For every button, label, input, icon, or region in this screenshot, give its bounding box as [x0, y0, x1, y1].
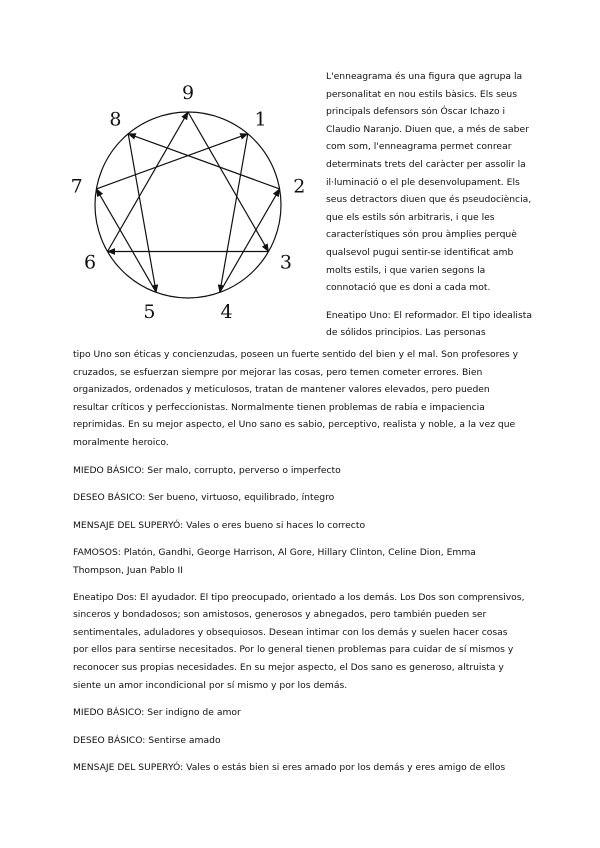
main-text: [73, 346, 525, 777]
enneagram-diagram: [70, 82, 316, 324]
type1-famous: FAMOSOS: Platón, Gandhi, George Harrison, Al Gore, Hillary Clinton, Celine Dion, Emma Thompson, Juan Pablo II: [73, 547, 476, 576]
enneagram-number-6: 6: [84, 251, 97, 274]
enneagram-number-2: 2: [293, 175, 306, 198]
type1-description: tipo Uno son éticas y concienzudas, poseen un fuerte sentido del bien y el mal. Son profesores y cruzados, se esfuerzan siempre por mejorar las cosas, pero temen cometer errores. Bien organizados, ordenados y meticulosos, tratan de mantener valores elevados, pero pueden resultar críticos y perfeccionistas. Normalmente tienen problemas de rabia e impaciencia reprimidas. En su mejor aspecto, el Uno sano es sabio, perceptivo, realista y noble, a la vez que moralmente heroico.: [73, 349, 519, 448]
enneagram-number-3: 3: [279, 251, 292, 274]
enneagram-number-8: 8: [109, 108, 122, 131]
enneagram-number-7: 7: [70, 175, 83, 198]
type1-heading-start: Eneatipo Uno: El reformador. El tipo idealista de sólidos principios. Las personas: [326, 309, 533, 339]
enneagram-number-9: 9: [181, 82, 195, 104]
enneagram-number-5: 5: [143, 301, 156, 324]
type2-superego-message: MENSAJE DEL SUPERYÓ: Vales o estás bien si eres amado por los demás y eres amigo de ellos: [73, 762, 506, 774]
type1-basic-desire: DESEO BÁSICO: Ser bueno, virtuoso, equilibrado, íntegro: [73, 492, 335, 504]
intro-paragraph: L'enneagrama és una figura que agrupa la personalitat en nou estils bàsics. Els seus principals defensors són Óscar Ichazo i Claudio Naranjo. Diuen que, a més de saber com som, l'enneagrama permet conrear determinats trets del caràcter per assolir la il·luminació o el ple desenvolupament. Els seus detractors diuen que és pseudociència, que els estils són arbitraris, i que les característiques són prou àmplies perquè qualsevol pugui sentir-se identificat amb molts estils, i que varien segons la connotació que es doni a cada mot.: [326, 71, 532, 294]
enneagram-circle: [95, 112, 281, 298]
type2-description: Eneatipo Dos: El ayudador. El tipo preocupado, orientado a los demás. Los Dos son comprensivos, sinceros y bondadosos; son amistosos, generosos y abnegados, pero también pueden ser sentimentales, aduladores y obsequiosos. Desean intimar con los demás y suelen hacer cosas por ellos para sentirse necesitados. Por lo general tienen problemas para cuidar de sí mismos y reconocer sus propias necesidades. En su mejor aspecto, el Dos sano es generoso, altruista y siente un amor incondicional por sí mismo y por los demás.: [73, 591, 525, 691]
type2-basic-desire: DESEO BÁSICO: Sentirse amado: [73, 734, 221, 746]
enneagram-number-1: 1: [254, 108, 267, 131]
enneagram-line-9-3: [188, 112, 269, 252]
enneagram-number-4: 4: [220, 301, 233, 324]
enneagram-line-6-9: [108, 112, 189, 252]
type1-superego-message: MENSAJE DEL SUPERYÓ: Vales o eres bueno si haces lo correcto: [73, 519, 366, 531]
type1-basic-fear: MIEDO BÁSICO: Ser malo, corrupto, perverso o imperfecto: [73, 464, 341, 476]
intro-column: [326, 68, 534, 342]
type2-basic-fear: MIEDO BÁSICO: Ser indigno de amor: [73, 707, 241, 719]
